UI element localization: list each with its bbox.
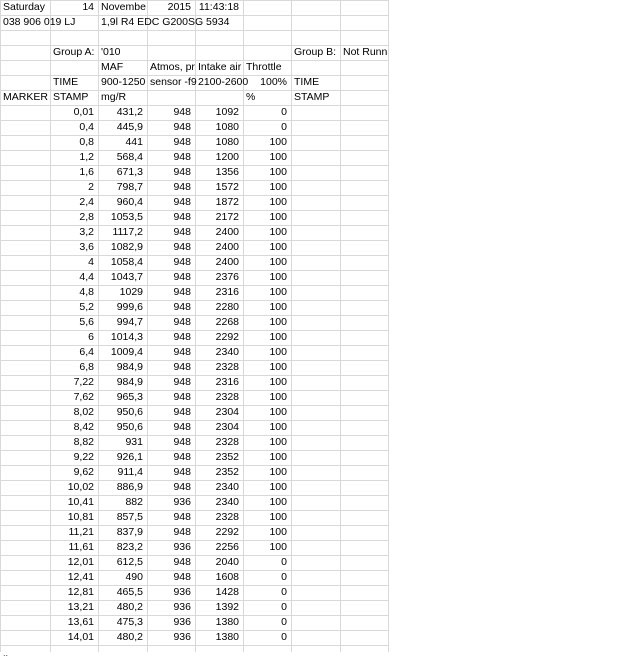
cell-throttle-unit[interactable]: % [246,91,256,103]
atmos-cell[interactable]: 948 [173,211,191,223]
time-stamp-cell[interactable]: 10,41 [67,496,94,508]
cell-intake-header[interactable]: Intake air [198,61,242,73]
time-stamp-cell[interactable]: 11,21 [68,526,94,538]
maf-cell[interactable]: 837,9 [116,526,143,538]
time-stamp-cell[interactable]: 11,61 [68,541,94,553]
cell-time-header[interactable]: TIME [53,76,79,88]
throttle-cell[interactable]: 100 [269,406,287,418]
maf-cell[interactable]: 994,7 [116,316,143,328]
cell-day[interactable]: Saturday [3,1,46,13]
intake-cell[interactable]: 2352 [215,466,239,478]
time-stamp-cell[interactable]: 4,4 [79,271,94,283]
time-stamp-cell[interactable]: 12,01 [67,556,94,568]
cell-atmos-header[interactable]: Atmos, pr [150,61,195,73]
maf-cell[interactable]: 480,2 [116,601,143,613]
intake-cell[interactable]: 1092 [215,106,239,118]
cell-marker-header[interactable]: MARKER [3,91,48,103]
atmos-cell[interactable]: 948 [173,436,191,448]
throttle-cell[interactable]: 100 [269,286,287,298]
time-stamp-cell[interactable]: 1,6 [79,166,94,178]
atmos-cell[interactable]: 948 [173,376,191,388]
throttle-cell[interactable]: 100 [269,211,287,223]
throttle-cell[interactable]: 100 [269,421,287,433]
atmos-cell[interactable]: 936 [173,601,191,613]
maf-cell[interactable]: 999,6 [116,301,143,313]
time-stamp-cell[interactable]: 5,6 [79,316,94,328]
maf-cell[interactable]: 1043,7 [110,271,143,283]
atmos-cell[interactable]: 948 [173,271,191,283]
throttle-cell[interactable]: 100 [269,346,287,358]
atmos-cell[interactable]: 948 [173,346,191,358]
footer-dots: .. [3,648,9,658]
maf-cell[interactable]: 1014,3 [110,331,143,343]
intake-cell[interactable]: 2400 [215,256,239,268]
cell-stamp-header[interactable]: STAMP [53,91,89,103]
maf-cell[interactable]: 1009,4 [110,346,143,358]
intake-cell[interactable]: 1572 [215,181,239,193]
intake-cell[interactable]: 1080 [215,121,239,133]
intake-cell[interactable]: 2340 [215,481,239,493]
time-stamp-cell[interactable]: 13,21 [67,601,94,613]
time-stamp-cell[interactable]: 2 [88,181,94,193]
maf-cell[interactable]: 431,2 [116,106,143,118]
atmos-cell[interactable]: 948 [173,481,191,493]
intake-cell[interactable]: 1872 [215,196,239,208]
intake-cell[interactable]: 2316 [215,376,239,388]
intake-cell[interactable]: 2292 [215,331,239,343]
cell-maf-range[interactable]: 900-1250 [101,76,146,88]
intake-cell[interactable]: 2316 [215,286,239,298]
time-stamp-cell[interactable]: 0,4 [79,121,94,133]
throttle-cell[interactable]: 100 [269,196,287,208]
intake-cell[interactable]: 2328 [215,511,239,523]
maf-cell[interactable]: 857,5 [116,511,143,523]
intake-cell[interactable]: 1356 [215,166,239,178]
maf-cell[interactable]: 480,2 [116,631,143,643]
atmos-cell[interactable]: 948 [173,121,191,133]
atmos-cell[interactable]: 948 [173,286,191,298]
atmos-cell[interactable]: 936 [173,631,191,643]
cell-stamp-header-b[interactable]: STAMP [294,91,330,103]
atmos-cell[interactable]: 948 [173,316,191,328]
maf-cell[interactable]: 1058,4 [110,256,143,268]
maf-cell[interactable]: 1117,2 [112,226,143,238]
cell-year[interactable]: 2015 [167,1,191,13]
throttle-cell[interactable]: 100 [269,241,287,253]
throttle-cell[interactable]: 100 [269,166,287,178]
throttle-cell[interactable]: 0 [281,121,287,133]
intake-cell[interactable]: 1428 [215,586,239,598]
intake-cell[interactable]: 1080 [215,136,239,148]
atmos-cell[interactable]: 936 [173,496,191,508]
time-stamp-cell[interactable]: 10,02 [67,481,94,493]
intake-cell[interactable]: 2328 [215,436,239,448]
atmos-cell[interactable]: 948 [173,151,191,163]
maf-cell[interactable]: 984,9 [116,361,143,373]
time-stamp-cell[interactable]: 6,8 [79,361,94,373]
time-stamp-cell[interactable]: 2,8 [79,211,94,223]
cell-maf-header[interactable]: MAF [101,61,124,73]
throttle-cell[interactable]: 100 [269,541,287,553]
atmos-cell[interactable]: 936 [173,616,191,628]
throttle-cell[interactable]: 0 [281,106,287,118]
maf-cell[interactable]: 1029 [119,286,143,298]
time-stamp-cell[interactable]: 4,8 [79,286,94,298]
intake-cell[interactable]: 2328 [215,361,239,373]
grid-col-line [388,0,389,652]
maf-cell[interactable]: 965,3 [116,391,143,403]
atmos-cell[interactable]: 948 [173,451,191,463]
throttle-cell[interactable]: 100 [269,481,287,493]
time-stamp-cell[interactable]: 12,41 [67,571,94,583]
maf-cell[interactable]: 823,2 [116,541,143,553]
atmos-cell[interactable]: 948 [173,391,191,403]
intake-cell[interactable]: 1380 [215,631,239,643]
intake-cell[interactable]: 2376 [215,271,239,283]
intake-cell[interactable]: 2280 [215,301,239,313]
time-stamp-cell[interactable]: 5,2 [79,301,94,313]
throttle-cell[interactable]: 100 [269,316,287,328]
atmos-cell[interactable]: 948 [173,226,191,238]
maf-cell[interactable]: 568,4 [116,151,143,163]
throttle-cell[interactable]: 100 [269,391,287,403]
cell-throttle-range[interactable]: 100% [260,76,287,88]
time-stamp-cell[interactable]: 0,8 [79,136,94,148]
maf-cell[interactable]: 882 [125,496,143,508]
atmos-cell[interactable]: 948 [173,106,191,118]
maf-cell[interactable]: 984,9 [116,376,143,388]
intake-cell[interactable]: 1200 [215,151,239,163]
cell-group-b-value[interactable]: Not Runn [343,46,388,58]
time-stamp-cell[interactable]: 4 [88,256,94,268]
atmos-cell[interactable]: 948 [173,196,191,208]
maf-cell[interactable]: 931 [125,436,143,448]
maf-cell[interactable]: 465,5 [116,586,143,598]
maf-cell[interactable]: 1082,9 [110,241,143,253]
atmos-cell[interactable]: 948 [173,241,191,253]
atmos-cell[interactable]: 948 [173,301,191,313]
throttle-cell[interactable]: 100 [269,511,287,523]
intake-cell[interactable]: 2172 [215,211,239,223]
maf-cell[interactable]: 950,6 [116,406,143,418]
atmos-cell[interactable]: 948 [173,361,191,373]
time-stamp-cell[interactable]: 2,4 [79,196,94,208]
cell-group-b[interactable]: Group B: [294,46,337,58]
time-stamp-cell[interactable]: 14,01 [67,631,94,643]
atmos-cell[interactable]: 936 [173,541,191,553]
intake-cell[interactable]: 2304 [215,421,239,433]
throttle-cell[interactable]: 100 [269,361,287,373]
maf-cell[interactable]: 445,9 [116,121,143,133]
cell-atmos-sensor[interactable]: sensor -f9 [150,76,197,88]
atmos-cell[interactable]: 948 [173,466,191,478]
throttle-cell[interactable]: 0 [281,601,287,613]
maf-cell[interactable]: 950,6 [116,421,143,433]
cell-throttle-header[interactable]: Throttle [246,61,282,73]
intake-cell[interactable]: 2340 [215,346,239,358]
intake-cell[interactable]: 2256 [215,541,239,553]
maf-cell[interactable]: 798,7 [116,181,143,193]
throttle-cell[interactable]: 100 [269,496,287,508]
cell-time[interactable]: 11:43:18 [198,1,239,13]
intake-cell[interactable]: 2400 [215,241,239,253]
throttle-cell[interactable]: 100 [269,271,287,283]
time-stamp-cell[interactable]: 8,02 [73,406,94,418]
throttle-cell[interactable]: 100 [269,466,287,478]
cell-group-a[interactable]: Group A: [53,46,95,58]
time-stamp-cell[interactable]: 12,81 [67,586,94,598]
throttle-cell[interactable]: 100 [269,136,287,148]
time-stamp-cell[interactable]: 1,2 [79,151,94,163]
atmos-cell[interactable]: 948 [173,331,191,343]
maf-cell[interactable]: 911,4 [117,466,143,478]
intake-cell[interactable]: 2340 [215,496,239,508]
maf-cell[interactable]: 612,5 [116,556,143,568]
maf-cell[interactable]: 886,9 [116,481,143,493]
grid-row-line [0,30,388,31]
atmos-cell[interactable]: 948 [173,556,191,568]
time-stamp-cell[interactable]: 10,81 [67,511,94,523]
time-stamp-cell[interactable]: 7,22 [73,376,94,388]
throttle-cell[interactable]: 0 [281,616,287,628]
throttle-cell[interactable]: 100 [269,526,287,538]
time-stamp-cell[interactable]: 6 [88,331,94,343]
intake-cell[interactable]: 2304 [215,406,239,418]
cell-month[interactable]: Novembe [101,1,146,13]
time-stamp-cell[interactable]: 9,62 [73,466,94,478]
time-stamp-cell[interactable]: 8,42 [73,421,94,433]
intake-cell[interactable]: 2292 [215,526,239,538]
intake-cell[interactable]: 1608 [215,571,239,583]
throttle-cell[interactable]: 0 [281,631,287,643]
atmos-cell[interactable]: 948 [173,256,191,268]
throttle-cell[interactable]: 100 [269,436,287,448]
atmos-cell[interactable]: 948 [173,166,191,178]
intake-cell[interactable]: 2328 [215,391,239,403]
intake-cell[interactable]: 1392 [215,601,239,613]
intake-cell[interactable]: 1380 [215,616,239,628]
throttle-cell[interactable]: 100 [269,451,287,463]
maf-cell[interactable]: 490 [125,571,143,583]
throttle-cell[interactable]: 100 [269,376,287,388]
atmos-cell[interactable]: 948 [173,421,191,433]
time-stamp-cell[interactable]: 8,82 [73,436,94,448]
throttle-cell[interactable]: 100 [269,301,287,313]
throttle-cell[interactable]: 0 [281,571,287,583]
atmos-cell[interactable]: 948 [173,571,191,583]
cell-maf-unit[interactable]: mg/R [101,91,127,103]
cell-part-number[interactable]: 038 906 019 LJ [3,16,76,28]
throttle-cell[interactable]: 100 [269,256,287,268]
maf-cell[interactable]: 1053,5 [110,211,143,223]
time-stamp-cell[interactable]: 9,22 [73,451,94,463]
maf-cell[interactable]: 441 [125,136,143,148]
intake-cell[interactable]: 2400 [215,226,239,238]
grid-row-line [0,645,388,646]
throttle-cell[interactable]: 100 [269,226,287,238]
atmos-cell[interactable]: 948 [173,511,191,523]
maf-cell[interactable]: 475,3 [116,616,143,628]
throttle-cell[interactable]: 0 [281,556,287,568]
intake-cell[interactable]: 2352 [215,451,239,463]
atmos-cell[interactable]: 948 [173,406,191,418]
time-stamp-cell[interactable]: 3,6 [79,241,94,253]
maf-cell[interactable]: 926,1 [116,451,143,463]
atmos-cell[interactable]: 948 [173,136,191,148]
atmos-cell[interactable]: 948 [173,181,191,193]
cell-date[interactable]: 14 [82,1,94,13]
throttle-cell[interactable]: 100 [269,151,287,163]
cell-group-a-value[interactable]: '010 [101,46,121,58]
intake-cell[interactable]: 2268 [215,316,239,328]
cell-time-header-b[interactable]: TIME [294,76,320,88]
time-stamp-cell[interactable]: 6,4 [79,346,94,358]
maf-cell[interactable]: 960,4 [116,196,143,208]
time-stamp-cell[interactable]: 0,01 [73,106,94,118]
intake-cell[interactable]: 2040 [215,556,239,568]
throttle-cell[interactable]: 100 [269,331,287,343]
maf-cell[interactable]: 671,3 [116,166,143,178]
throttle-cell[interactable]: 0 [281,586,287,598]
time-stamp-cell[interactable]: 13,61 [67,616,94,628]
time-stamp-cell[interactable]: 7,62 [73,391,94,403]
atmos-cell[interactable]: 948 [173,526,191,538]
cell-engine[interactable]: 1,9l R4 EDC G200SG 5934 [101,16,230,28]
cell-intake-range[interactable]: 2100-2600 [198,76,249,88]
atmos-cell[interactable]: 936 [173,586,191,598]
time-stamp-cell[interactable]: 3,2 [79,226,94,238]
throttle-cell[interactable]: 100 [269,181,287,193]
